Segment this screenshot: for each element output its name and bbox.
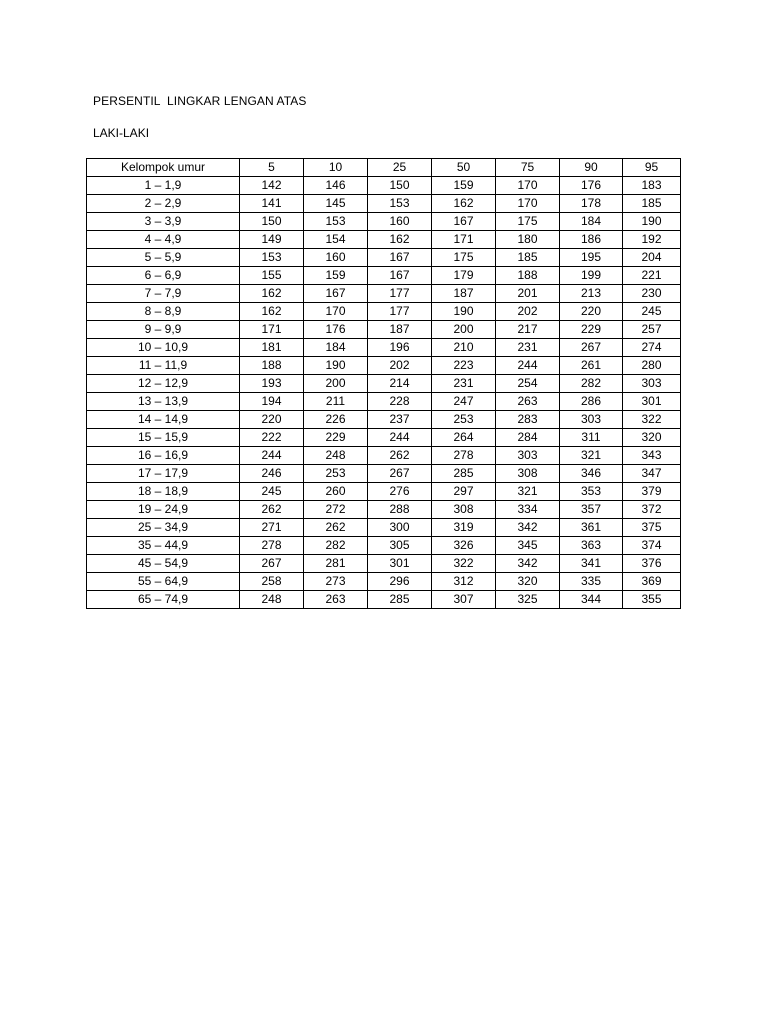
table-row	[87, 249, 681, 267]
table-row	[87, 285, 681, 303]
percentile-value-cell: 221	[623, 267, 681, 285]
percentile-value-cell: 285	[432, 465, 496, 483]
percentile-value-cell: 288	[368, 501, 432, 519]
percentile-value-cell: 192	[623, 231, 681, 249]
percentile-value-cell: 185	[623, 195, 681, 213]
percentile-value-cell: 282	[560, 375, 623, 393]
percentile-value-cell: 214	[368, 375, 432, 393]
percentile-value-cell: 326	[432, 537, 496, 555]
percentile-value-cell: 357	[560, 501, 623, 519]
document-subtitle: LAKI-LAKI	[93, 126, 150, 140]
percentile-value-cell: 170	[496, 195, 560, 213]
table-row	[87, 591, 681, 609]
age-group-cell: 5 – 5,9	[87, 249, 240, 267]
percentile-value-cell: 274	[623, 339, 681, 357]
table-row	[87, 447, 681, 465]
percentile-value-cell: 261	[560, 357, 623, 375]
percentile-value-cell: 220	[240, 411, 304, 429]
percentile-value-cell: 369	[623, 573, 681, 591]
table-row	[87, 195, 681, 213]
percentile-value-cell: 322	[623, 411, 681, 429]
percentile-value-cell: 210	[432, 339, 496, 357]
percentile-value-cell: 319	[432, 519, 496, 537]
percentile-value-cell: 248	[304, 447, 368, 465]
age-group-cell: 18 – 18,9	[87, 483, 240, 501]
percentile-value-cell: 153	[304, 213, 368, 231]
percentile-value-cell: 262	[368, 447, 432, 465]
percentile-value-cell: 379	[623, 483, 681, 501]
percentile-value-cell: 257	[623, 321, 681, 339]
percentile-value-cell: 267	[368, 465, 432, 483]
percentile-value-cell: 271	[240, 519, 304, 537]
percentile-value-cell: 363	[560, 537, 623, 555]
percentile-value-cell: 301	[623, 393, 681, 411]
percentile-value-cell: 230	[623, 285, 681, 303]
table-row	[87, 393, 681, 411]
percentile-value-cell: 244	[240, 447, 304, 465]
percentile-value-cell: 353	[560, 483, 623, 501]
header-cell: 25	[368, 159, 432, 177]
percentile-value-cell: 342	[496, 519, 560, 537]
percentile-value-cell: 229	[304, 429, 368, 447]
age-group-cell: 7 – 7,9	[87, 285, 240, 303]
percentile-value-cell: 282	[304, 537, 368, 555]
percentile-value-cell: 301	[368, 555, 432, 573]
table-row	[87, 501, 681, 519]
percentile-table	[86, 158, 681, 609]
percentile-value-cell: 253	[432, 411, 496, 429]
table-row	[87, 537, 681, 555]
percentile-value-cell: 199	[560, 267, 623, 285]
percentile-value-cell: 186	[560, 231, 623, 249]
percentile-value-cell: 175	[432, 249, 496, 267]
percentile-value-cell: 303	[623, 375, 681, 393]
percentile-value-cell: 188	[240, 357, 304, 375]
percentile-value-cell: 273	[304, 573, 368, 591]
percentile-value-cell: 320	[496, 573, 560, 591]
table-row	[87, 339, 681, 357]
percentile-value-cell: 162	[432, 195, 496, 213]
percentile-value-cell: 142	[240, 177, 304, 195]
table-row	[87, 573, 681, 591]
percentile-value-cell: 345	[496, 537, 560, 555]
age-group-cell: 25 – 34,9	[87, 519, 240, 537]
percentile-value-cell: 176	[304, 321, 368, 339]
percentile-value-cell: 253	[304, 465, 368, 483]
percentile-value-cell: 204	[623, 249, 681, 267]
percentile-value-cell: 153	[368, 195, 432, 213]
percentile-value-cell: 347	[623, 465, 681, 483]
percentile-value-cell: 308	[432, 501, 496, 519]
percentile-value-cell: 187	[368, 321, 432, 339]
percentile-value-cell: 245	[240, 483, 304, 501]
age-group-cell: 12 – 12,9	[87, 375, 240, 393]
percentile-value-cell: 278	[240, 537, 304, 555]
percentile-value-cell: 202	[496, 303, 560, 321]
document-title: PERSENTIL LINGKAR LENGAN ATAS	[93, 94, 307, 108]
percentile-value-cell: 155	[240, 267, 304, 285]
age-group-cell: 3 – 3,9	[87, 213, 240, 231]
percentile-value-cell: 167	[368, 267, 432, 285]
header-cell: 50	[432, 159, 496, 177]
age-group-cell: 2 – 2,9	[87, 195, 240, 213]
percentile-value-cell: 285	[368, 591, 432, 609]
table-row	[87, 231, 681, 249]
age-group-cell: 11 – 11,9	[87, 357, 240, 375]
percentile-value-cell: 167	[432, 213, 496, 231]
table-row	[87, 177, 681, 195]
table-row	[87, 321, 681, 339]
percentile-value-cell: 184	[304, 339, 368, 357]
percentile-value-cell: 325	[496, 591, 560, 609]
percentile-value-cell: 246	[240, 465, 304, 483]
percentile-value-cell: 247	[432, 393, 496, 411]
percentile-value-cell: 149	[240, 231, 304, 249]
age-group-cell: 15 – 15,9	[87, 429, 240, 447]
percentile-value-cell: 231	[496, 339, 560, 357]
age-group-cell: 17 – 17,9	[87, 465, 240, 483]
percentile-value-cell: 167	[368, 249, 432, 267]
percentile-value-cell: 303	[560, 411, 623, 429]
percentile-value-cell: 167	[304, 285, 368, 303]
percentile-value-cell: 185	[496, 249, 560, 267]
percentile-value-cell: 188	[496, 267, 560, 285]
age-group-cell: 19 – 24,9	[87, 501, 240, 519]
percentile-value-cell: 320	[623, 429, 681, 447]
percentile-value-cell: 343	[623, 447, 681, 465]
percentile-value-cell: 211	[304, 393, 368, 411]
percentile-value-cell: 162	[240, 303, 304, 321]
table-row	[87, 411, 681, 429]
percentile-value-cell: 190	[304, 357, 368, 375]
percentile-value-cell: 196	[368, 339, 432, 357]
age-group-cell: 8 – 8,9	[87, 303, 240, 321]
percentile-value-cell: 248	[240, 591, 304, 609]
age-group-cell: 14 – 14,9	[87, 411, 240, 429]
header-cell: 75	[496, 159, 560, 177]
percentile-value-cell: 264	[432, 429, 496, 447]
table-row	[87, 483, 681, 501]
percentile-value-cell: 245	[623, 303, 681, 321]
percentile-value-cell: 146	[304, 177, 368, 195]
percentile-value-cell: 334	[496, 501, 560, 519]
percentile-value-cell: 229	[560, 321, 623, 339]
percentile-value-cell: 284	[496, 429, 560, 447]
percentile-value-cell: 376	[623, 555, 681, 573]
percentile-value-cell: 272	[304, 501, 368, 519]
table-row	[87, 357, 681, 375]
percentile-value-cell: 223	[432, 357, 496, 375]
table-row	[87, 303, 681, 321]
header-cell: Kelompok umur	[87, 159, 240, 177]
age-group-cell: 65 – 74,9	[87, 591, 240, 609]
percentile-value-cell: 159	[432, 177, 496, 195]
table-row	[87, 267, 681, 285]
age-group-cell: 6 – 6,9	[87, 267, 240, 285]
age-group-cell: 9 – 9,9	[87, 321, 240, 339]
header-cell: 90	[560, 159, 623, 177]
age-group-cell: 16 – 16,9	[87, 447, 240, 465]
percentile-value-cell: 141	[240, 195, 304, 213]
table-row	[87, 465, 681, 483]
percentile-value-cell: 183	[623, 177, 681, 195]
percentile-value-cell: 344	[560, 591, 623, 609]
percentile-value-cell: 176	[560, 177, 623, 195]
percentile-value-cell: 190	[432, 303, 496, 321]
percentile-value-cell: 162	[368, 231, 432, 249]
percentile-value-cell: 244	[496, 357, 560, 375]
percentile-value-cell: 296	[368, 573, 432, 591]
percentile-value-cell: 311	[560, 429, 623, 447]
percentile-value-cell: 178	[560, 195, 623, 213]
percentile-value-cell: 175	[496, 213, 560, 231]
percentile-value-cell: 160	[304, 249, 368, 267]
percentile-value-cell: 300	[368, 519, 432, 537]
age-group-cell: 35 – 44,9	[87, 537, 240, 555]
percentile-value-cell: 263	[496, 393, 560, 411]
percentile-value-cell: 276	[368, 483, 432, 501]
percentile-value-cell: 372	[623, 501, 681, 519]
percentile-value-cell: 283	[496, 411, 560, 429]
percentile-value-cell: 170	[496, 177, 560, 195]
percentile-value-cell: 159	[304, 267, 368, 285]
percentile-value-cell: 342	[496, 555, 560, 573]
percentile-value-cell: 213	[560, 285, 623, 303]
percentile-value-cell: 184	[560, 213, 623, 231]
percentile-value-cell: 171	[240, 321, 304, 339]
table-row	[87, 429, 681, 447]
table-row	[87, 519, 681, 537]
percentile-value-cell: 281	[304, 555, 368, 573]
percentile-value-cell: 220	[560, 303, 623, 321]
percentile-value-cell: 262	[304, 519, 368, 537]
percentile-value-cell: 341	[560, 555, 623, 573]
percentile-value-cell: 374	[623, 537, 681, 555]
table-row	[87, 213, 681, 231]
percentile-value-cell: 312	[432, 573, 496, 591]
percentile-value-cell: 322	[432, 555, 496, 573]
percentile-value-cell: 217	[496, 321, 560, 339]
percentile-value-cell: 303	[496, 447, 560, 465]
percentile-value-cell: 154	[304, 231, 368, 249]
percentile-value-cell: 194	[240, 393, 304, 411]
percentile-value-cell: 190	[623, 213, 681, 231]
percentile-value-cell: 280	[623, 357, 681, 375]
percentile-value-cell: 263	[304, 591, 368, 609]
age-group-cell: 1 – 1,9	[87, 177, 240, 195]
age-group-cell: 13 – 13,9	[87, 393, 240, 411]
percentile-value-cell: 200	[432, 321, 496, 339]
percentile-value-cell: 177	[368, 303, 432, 321]
age-group-cell: 4 – 4,9	[87, 231, 240, 249]
percentile-value-cell: 160	[368, 213, 432, 231]
percentile-value-cell: 267	[240, 555, 304, 573]
age-group-cell: 10 – 10,9	[87, 339, 240, 357]
percentile-value-cell: 321	[496, 483, 560, 501]
percentile-value-cell: 150	[368, 177, 432, 195]
percentile-value-cell: 307	[432, 591, 496, 609]
age-group-cell: 55 – 64,9	[87, 573, 240, 591]
percentile-value-cell: 305	[368, 537, 432, 555]
percentile-value-cell: 180	[496, 231, 560, 249]
table-header-row	[87, 159, 681, 177]
percentile-value-cell: 193	[240, 375, 304, 393]
percentile-value-cell: 254	[496, 375, 560, 393]
percentile-value-cell: 145	[304, 195, 368, 213]
percentile-value-cell: 244	[368, 429, 432, 447]
percentile-value-cell: 355	[623, 591, 681, 609]
percentile-value-cell: 375	[623, 519, 681, 537]
percentile-value-cell: 260	[304, 483, 368, 501]
percentile-value-cell: 162	[240, 285, 304, 303]
percentile-value-cell: 153	[240, 249, 304, 267]
header-cell: 10	[304, 159, 368, 177]
percentile-value-cell: 202	[368, 357, 432, 375]
percentile-value-cell: 200	[304, 375, 368, 393]
age-group-cell: 45 – 54,9	[87, 555, 240, 573]
percentile-value-cell: 231	[432, 375, 496, 393]
percentile-value-cell: 361	[560, 519, 623, 537]
percentile-value-cell: 226	[304, 411, 368, 429]
percentile-value-cell: 346	[560, 465, 623, 483]
percentile-value-cell: 267	[560, 339, 623, 357]
percentile-value-cell: 258	[240, 573, 304, 591]
percentile-value-cell: 181	[240, 339, 304, 357]
percentile-value-cell: 228	[368, 393, 432, 411]
percentile-value-cell: 335	[560, 573, 623, 591]
table-row	[87, 375, 681, 393]
percentile-value-cell: 170	[304, 303, 368, 321]
percentile-value-cell: 321	[560, 447, 623, 465]
header-cell: 5	[240, 159, 304, 177]
percentile-value-cell: 262	[240, 501, 304, 519]
table-row	[87, 555, 681, 573]
header-cell: 95	[623, 159, 681, 177]
percentile-value-cell: 177	[368, 285, 432, 303]
percentile-value-cell: 187	[432, 285, 496, 303]
percentile-value-cell: 237	[368, 411, 432, 429]
percentile-value-cell: 195	[560, 249, 623, 267]
percentile-value-cell: 179	[432, 267, 496, 285]
percentile-value-cell: 308	[496, 465, 560, 483]
percentile-value-cell: 286	[560, 393, 623, 411]
percentile-value-cell: 278	[432, 447, 496, 465]
percentile-value-cell: 171	[432, 231, 496, 249]
percentile-value-cell: 297	[432, 483, 496, 501]
percentile-value-cell: 150	[240, 213, 304, 231]
percentile-value-cell: 222	[240, 429, 304, 447]
percentile-value-cell: 201	[496, 285, 560, 303]
table-body	[87, 177, 681, 609]
